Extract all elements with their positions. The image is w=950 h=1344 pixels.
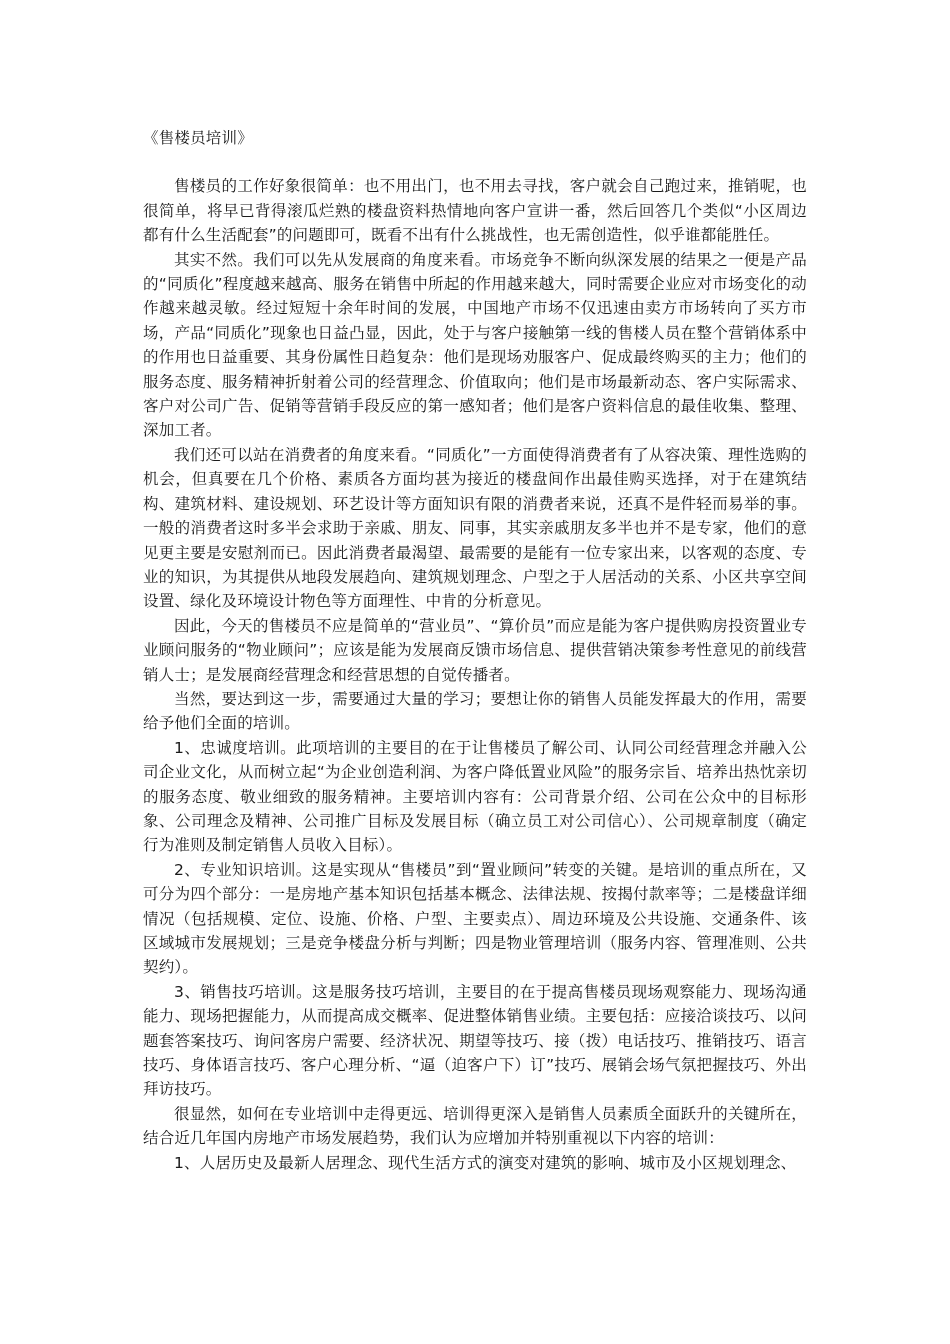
paragraph: 售楼员的工作好象很简单：也不用出门，也不用去寻找，客户就会自己跑过来，推销呢，也很简单，将早已背得滚瓜烂熟的楼盘资料热情地向客户宣讲一番，然后回答几个类似“小区周边都有什么生活配套”的问题即可，既看不出有什么挑战性，也无需创造性，似乎谁都能胜任。 (143, 177, 807, 245)
paragraph: 2、专业知识培训。这是实现从“售楼员”到“置业顾问”转变的关键。是培训的重点所在，又可分为四个部分：一是房地产基本知识包括基本概念、法律法规、按揭付款率等；二是楼盘详细情况（包括规模、定位、设施、价格、户型、主要卖点）、周边环境及公共设施、交通条件、该区域城市发展规划；三是竞争楼盘分析与判断；四是物业管理培训（服务内容、管理准则、公共契约）。 (143, 860, 807, 977)
paragraph: 3、销售技巧培训。这是服务技巧培训，主要目的在于提高售楼员现场观察能力、现场沟通能力、现场把握能力，从而提高成交概率、促进整体销售业绩。主要包括：应接洽谈技巧、以问题套答案技巧、询问客房户需要、经济状况、期望等技巧、接（拨）电话技巧、推销技巧、语言技巧、身体语言技巧、客户心理分析、“逼（迫客户下）订”技巧、展销会场气氛把握技巧、外出拜访技巧。 (143, 982, 807, 1099)
paragraph: 1、忠诚度培训。此项培训的主要目的在于让售楼员了解公司、认同公司经营理念并融入公司企业文化，从而树立起“为企业创造利润、为客户降低置业风险”的服务宗旨、培养出热忱亲切的服务态度、敬业细致的服务精神。主要培训内容有：公司背景介绍、公司在公众中的目标形象、公司理念及精神、公司推广目标及发展目标（确立员工对公司信心）、公司规章制度（确定行为准则及制定销售人员收入目标）。 (143, 738, 807, 855)
paragraph: 很显然，如何在专业培训中走得更远、培训得更深入是销售人员素质全面跃升的关键所在，结合近几年国内房地产市场发展趋势，我们认为应增加并特别重视以下内容的培训： (143, 1104, 807, 1148)
paragraph: 当然，要达到这一步，需要通过大量的学习；要想让你的销售人员能发挥最大的作用，需要给予他们全面的培训。 (143, 689, 807, 733)
document-title: 《售楼员培训》 (143, 129, 253, 147)
paragraph: 1、人居历史及最新人居理念、现代生活方式的演变对建筑的影响、城市及小区规划理念、 (174, 1153, 797, 1172)
document-body (143, 126, 807, 1175)
paragraph: 因此，今天的售楼员不应是简单的“营业员”、“算价员”而应是能为客户提供购房投资置业专业顾问服务的“物业顾问”；应该是能为发展商反馈市场信息、提供营销决策参考性意见的前线营销人士；是发展商经营理念和经营思想的自觉传播者。 (143, 616, 807, 684)
paragraph: 其实不然。我们可以先从发展商的角度来看。市场竞争不断向纵深发展的结果之一便是产品的“同质化”程度越来越高、服务在销售中所起的作用越来越大，同时需要企业应对市场变化的动作越来越灵敏。经过短短十余年时间的发展，中国地产市场不仅迅速由卖方市场转向了买方市场，产品“同质化”现象也日益凸显，因此，处于与客户接触第一线的售楼人员在整个营销体系中的作用也日益重要、其身份属性日趋复杂：他们是现场劝服客户、促成最终购买的主力；他们的服务态度、服务精神折射着公司的经营理念、价值取向；他们是市场最新动态、客户实际需求、客户对公司广告、促销等营销手段反应的第一感知者；他们是客户资料信息的最佳收集、整理、深加工者。 (143, 250, 807, 440)
paragraph: 我们还可以站在消费者的角度来看。“同质化”一方面使得消费者有了从容决策、理性选购的机会，但真要在几个价格、素质各方面均甚为接近的楼盘间作出最佳购买选择，对于在建筑结构、建筑材料、建设规划、环艺设计等方面知识有限的消费者来说，还真不是件轻而易举的事。一般的消费者这时多半会求助于亲戚、朋友、同事，其实亲戚朋友多半也并不是专家，他们的意见更主要是安慰剂而已。因此消费者最渴望、最需要的是能有一位专家出来，以客观的态度、专业的知识，为其提供从地段发展趋向、建筑规划理念、户型之于人居活动的关系、小区共享空间设置、绿化及环境设计物色等方面理性、中肯的分析意见。 (143, 445, 807, 611)
